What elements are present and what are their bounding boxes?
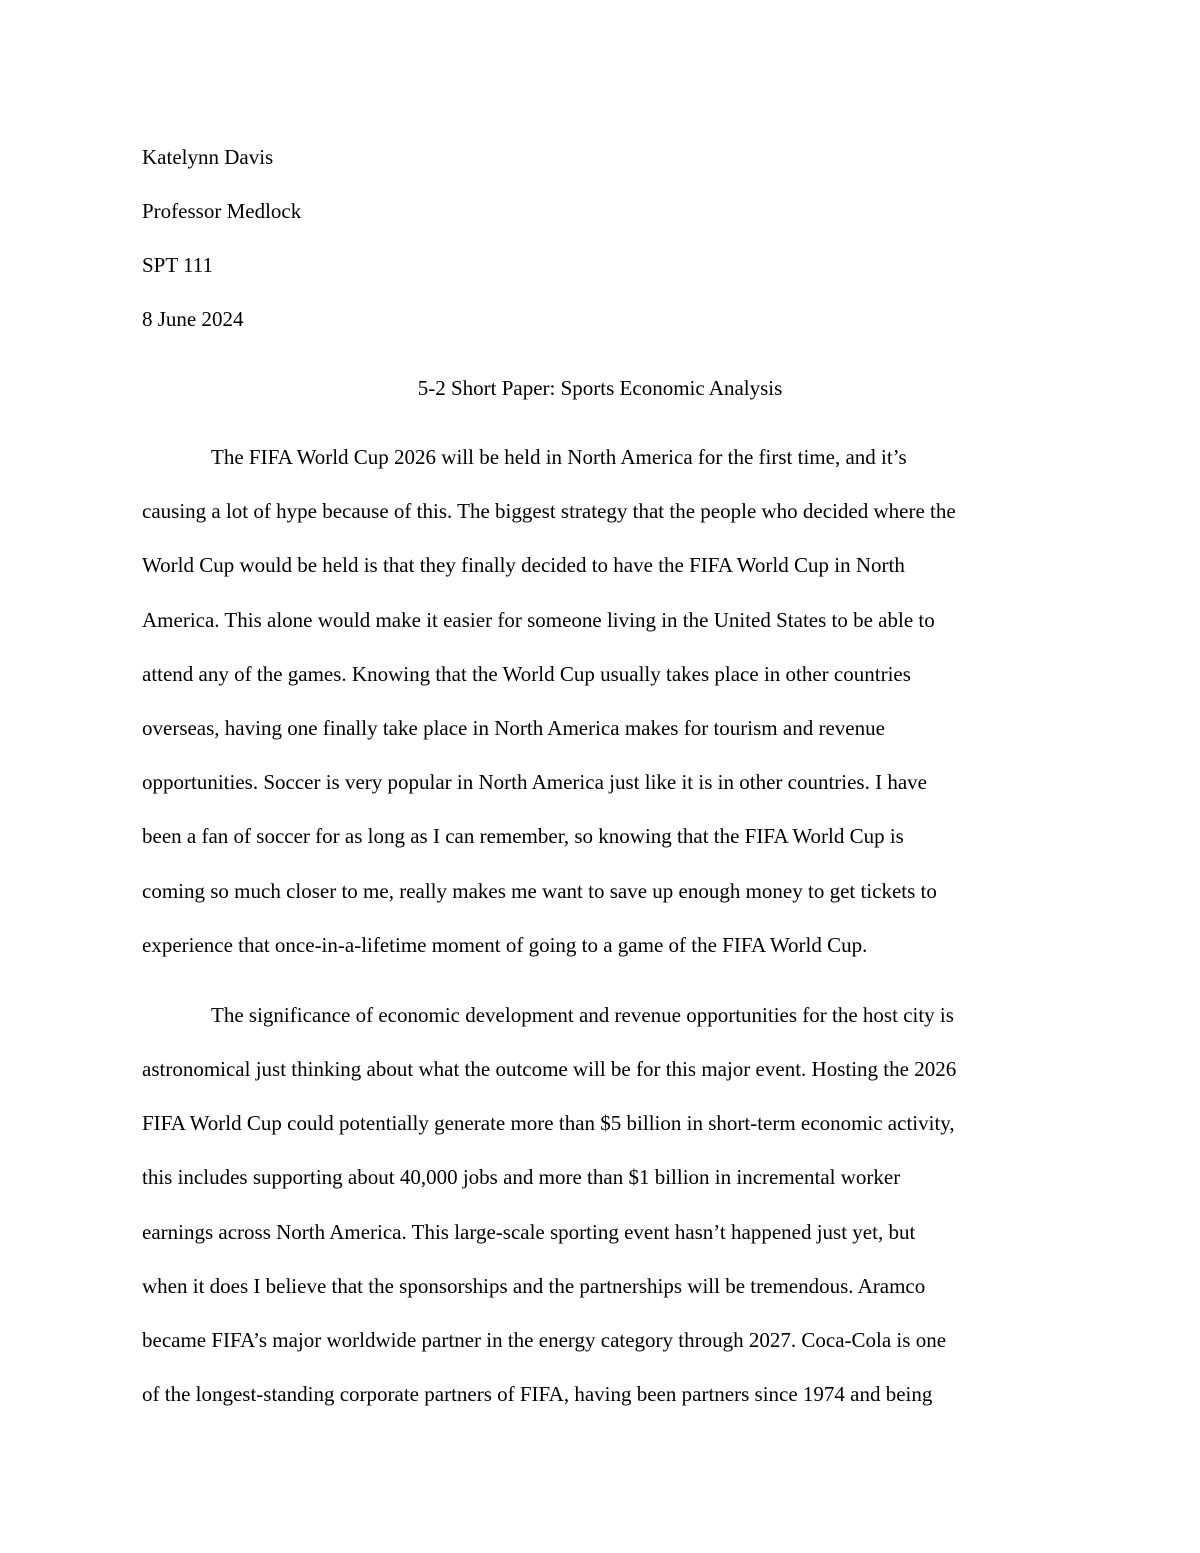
- paragraph-1: [142, 441, 1058, 983]
- paragraph-line: World Cup would be held is that they finally decided to have the FIFA World Cup in North: [142, 553, 905, 578]
- document-body: [142, 441, 1058, 1432]
- paragraph-line: America. This alone would make it easier for someone living in the United States to be able to: [142, 607, 935, 632]
- paragraph-line: this includes supporting about 40,000 jobs and more than $1 billion in incremental worker: [142, 1165, 901, 1190]
- paragraph-2: [142, 999, 1058, 1433]
- paragraph-line: causing a lot of hype because of this. The biggest strategy that the people who decided where the: [142, 499, 956, 524]
- paragraph-line: been a fan of soccer for as long as I can remember, so knowing that the FIFA World Cup is: [142, 824, 904, 849]
- document-date: 8 June 2024: [142, 307, 244, 331]
- paragraph-line: experience that once-in-a-lifetime moment of going to a game of the FIFA World Cup.: [142, 932, 868, 957]
- document-header: [142, 141, 1062, 357]
- paragraph-spacer: [142, 983, 1058, 999]
- paragraph-line: opportunities. Soccer is very popular in North America just like it is in other countries. I have: [142, 770, 927, 795]
- course-code: SPT 111: [142, 253, 213, 277]
- paragraph-line: when it does I believe that the sponsorships and the partnerships will be tremendous. Aramco: [142, 1273, 926, 1298]
- paragraph-line: of the longest-standing corporate partners of FIFA, having been partners since 1974 and being: [142, 1382, 933, 1407]
- paper-title: 5-2 Short Paper: Sports Economic Analysis: [417, 376, 783, 400]
- paragraph-line: earnings across North America. This large-scale sporting event hasn’t happened just yet, but: [142, 1219, 916, 1244]
- author-name: Katelynn Davis: [142, 145, 274, 169]
- paragraph-line: FIFA World Cup could potentially generate more than $5 billion in short-term economic activity,: [142, 1111, 955, 1136]
- professor-name: Professor Medlock: [142, 199, 302, 223]
- paragraph-line: attend any of the games. Knowing that the World Cup usually takes place in other countries: [142, 661, 911, 686]
- paragraph-line: became FIFA’s major worldwide partner in the energy category through 2027. Coca-Cola is one: [142, 1328, 947, 1352]
- paragraph-line: The FIFA World Cup 2026 will be held in North America for the first time, and it’s: [211, 445, 907, 469]
- paragraph-line: The significance of economic development and revenue opportunities for the host city is: [211, 1002, 954, 1027]
- paragraph-line: astronomical just thinking about what the outcome will be for this major event. Hosting the 2026: [142, 1057, 957, 1082]
- paragraph-line: overseas, having one finally take place in North America makes for tourism and revenue: [142, 715, 885, 740]
- paragraph-line: coming so much closer to me, really makes me want to save up enough money to get tickets to: [142, 878, 937, 903]
